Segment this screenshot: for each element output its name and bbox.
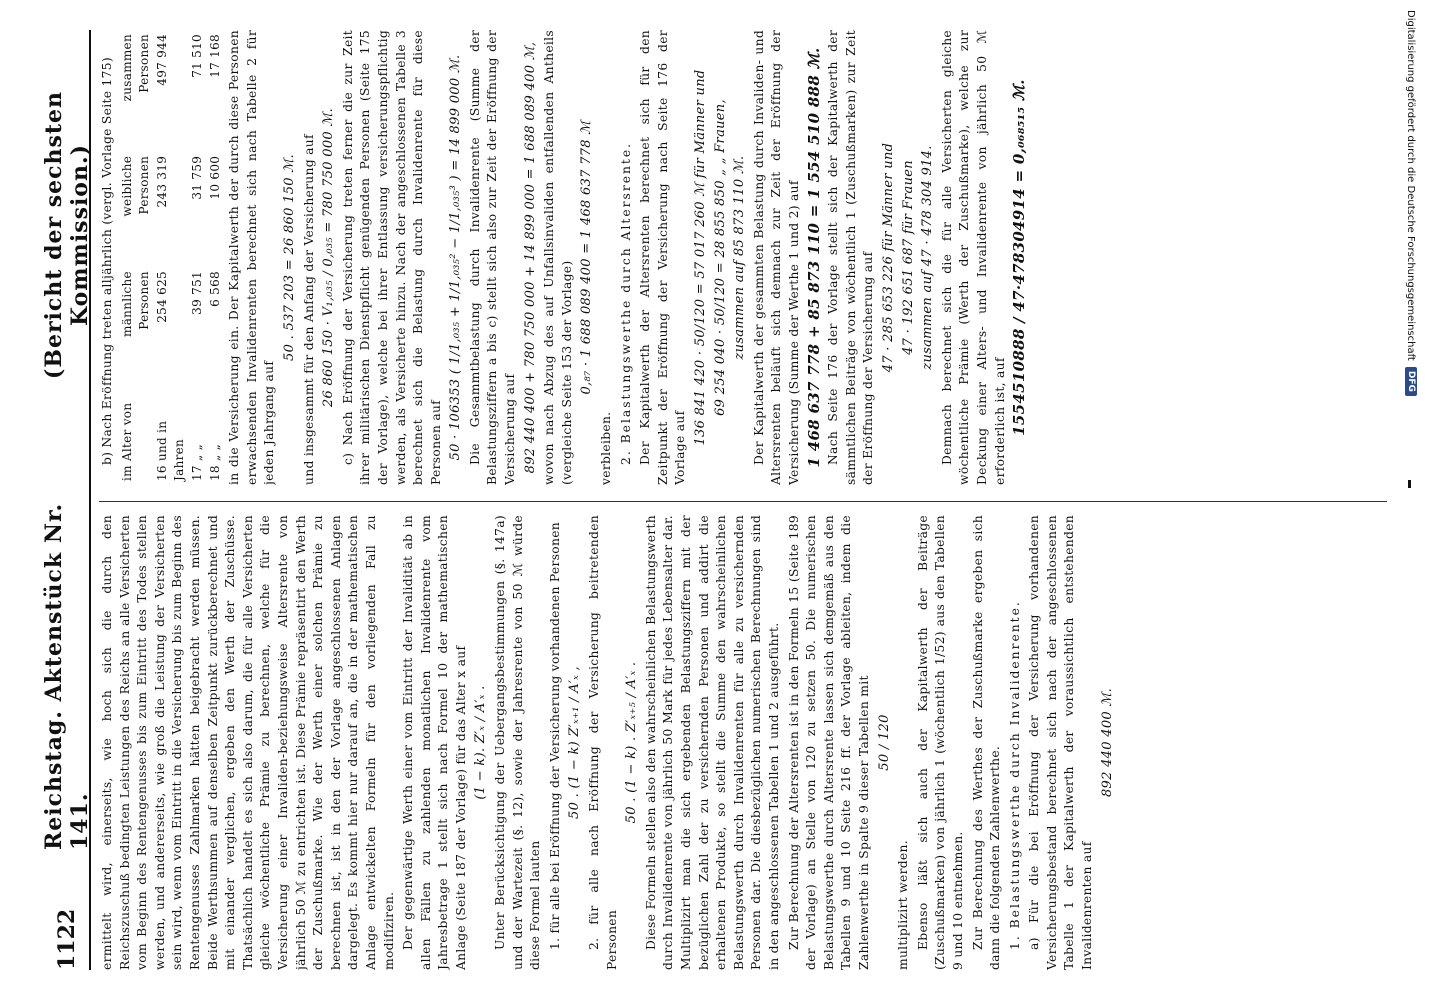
- table-cell: 31 759: [189, 155, 204, 200]
- paragraph: Die Gesammtbelastung durch Invalidenrente (Summe der Belastungsziffern a bis c) stellt sich also zur Zeit der Eröffnung der Versicherung auf: [467, 30, 518, 485]
- paragraph: Nach Seite 176 der Vorlage stellt sich der Kapitalwerth der sämmtlichen Beiträge von wöchentlich 1 (Zuschußmarken) zur Zeit der Eröffnung der Versicherung auf: [826, 30, 876, 485]
- paragraph: b) Nach Eröffnung treten alljährlich (vergl. Vorlage Seite 175): [100, 57, 114, 465]
- paragraph: 26 860 150 · V₁,₀₃₅ / 0,₀₃₅ = 780 750 000 ℳ.: [321, 107, 337, 408]
- paragraph: 69 254 040 · 50/120 = 28 855 850 „ „ Frauen,: [712, 99, 728, 416]
- paragraph: 892 440 400 ℳ.: [1099, 687, 1115, 798]
- paragraph: 47 · 192 651 687 für Frauen: [900, 160, 916, 355]
- paragraph: c) Nach Eröffnung der Versicherung treten ferner die zur Zeit ihrer militärischen Dienstpflicht genügenden Personen (Seite 175 der Vorlage), welche bei ihrer Entlassung versicherungspflichtig werden, als Versicherte hinzu. Nach der angeschlossenen Tabelle 3 berechnet sich die Belastung durch Invalidenrente für diese Personen auf: [340, 30, 443, 485]
- table-cell: 39 751: [189, 271, 204, 315]
- paragraph: Demnach berechnet sich die für alle Versicherten gleiche wöchentliche Prämie (Werth der Zuschußmarke), welche zur Deckung einer Alters- und Invalidenrente von jährlich 50 ℳ erforderlich ist, auf: [939, 30, 1007, 485]
- table-cell: 71 510: [189, 34, 204, 78]
- paragraph: verbleiben.: [599, 411, 614, 485]
- paragraph: 1. für alle bei Eröffnung der Versicherung vorhandenen Personen: [547, 521, 562, 950]
- digitization-credit: [1404, 10, 1418, 990]
- paragraph: Unter Berücksichtigung der Uebergangsbestimmungen (§. 147a) und der Wartezeit (§. 12), sowie der Jahresrente von 50 ℳ würde diese Formel lauten: [493, 515, 543, 970]
- table-row: [154, 30, 189, 485]
- paragraph: (1 − k). Z′ₓ / A′ₓ .: [473, 685, 489, 800]
- paragraph: Der Kapitalwerth der Altersrenten berechnet sich für den Zeitpunkt der Eröffnung der Versicherung nach Seite 176 der Vorlage auf: [638, 30, 688, 485]
- table-cell: 17 168: [207, 34, 222, 78]
- paragraph: und insgesammt für den Anfang der Versicherung auf: [301, 134, 316, 485]
- table-header-cell: männliche Personen: [119, 271, 152, 337]
- table-cell: 6 568: [207, 271, 222, 307]
- paragraph: 50 . 537 203 = 26 860 150 ℳ.: [281, 154, 297, 361]
- dfg-logo-icon: DFG: [1405, 367, 1417, 396]
- paragraph: zusammen auf 47 · 478 304 914.: [920, 145, 936, 370]
- paragraph: Zur Berechnung des Werthes der Zuschußmarke ergeben sich dann die folgenden Zahlenwerthe.: [970, 515, 1003, 970]
- paragraph: multiplizirt werden.: [896, 840, 911, 970]
- age-table: [119, 30, 225, 485]
- table-header-cell: im Alter von: [119, 402, 134, 481]
- credit-text: Digitalisierung gefördert durch die Deutsche Forschungsgemeinschaft: [1405, 10, 1417, 361]
- paragraph: 0,₈₇ · 1 688 089 400 = 1 468 637 778 ℳ: [579, 120, 595, 395]
- paragraph: ermittelt wird, einerseits, wie hoch sich die durch den Reichszuschuß bedingten Leistungen des Reichs an alle Versicherten vom Beginn des Rentengenusses bis zum Eintritt des Todes stellen werden, und andererseits, wie groß die Leistung der Versicherten sein wird, wenn vom Eintritt in die Versicherung bis zum Beginn des Rentengenusses Zahlmarken hätten beigebracht werden müssen. Beide Werthsummen auf denselben Zeitpunkt zurückberechnet und mit einander verglichen, ergeben den Werth der Zuschüsse. Thatsächlich handelt es sich also darum, die für alle Versicherten gleiche wöchentliche Prämie zu berechnen, welche für die Versicherung einer Invaliden-beziehungsweise Altersrente von jährlich 50 ℳ zu entrichten ist. Diese Prämie repräsentirt den Werth der Zuschußmarke. Wie der Werth einer solchen Prämie zu berechnen ist, ist in den der Vorlage angeschlossenen Anlagen dargelegt. Es kommt hier nur darauf an, die in der mathematischen Anlage entwickelten Formeln für den vorliegenden Fall zu modifiziren.: [100, 515, 396, 970]
- paragraph: zusammen auf 85 873 110 ℳ.: [732, 155, 748, 360]
- paragraph: Ebenso läßt sich auch der Kapitalwerth der Beiträge (Zuschußmarken) von jährlich 1 (wöchentlich 1/52) aus den Tabellen 9 und 10 entnehmen.: [915, 515, 965, 970]
- paragraph: 2. für alle nach Eröffnung der Versicherung beitretenden Personen: [587, 515, 619, 970]
- table-cell: 17 „ „: [189, 443, 204, 481]
- paragraph: a) Für die bei Eröffnung der Versicherung vorhandenen Versicherungsbestand berechnet sich nach der angeschlossenen Tabelle 1 der Kapitalwerth der voraussichtlich entstehenden Invalidenrenten auf: [1027, 515, 1095, 970]
- paragraph: 892 440 400 + 780 750 000 + 14 899 000 = 1 688 089 400 ℳ,: [522, 41, 538, 474]
- paragraph: 2. Belastungswerthe durch Altersrente.: [618, 141, 633, 465]
- table-header-cell: zusammen Personen: [119, 34, 152, 102]
- left-column: [99, 515, 1387, 970]
- paragraph: 47 · 285 653 226 für Männer und: [880, 142, 896, 373]
- table-cell: 497 944: [154, 34, 169, 86]
- paragraph: 1554510888 / 47·478304914 = 0,₀₆₈₅₁₅ ℳ.: [1010, 79, 1029, 436]
- right-column: [99, 30, 1387, 485]
- paragraph: in die Versicherung ein. Der Kapitalwerth der durch diese Personen erwachsenden Invalidenrenten berechnet sich nach Tabelle 2 für jeden Jahrgang auf: [227, 30, 277, 485]
- table-row: [189, 30, 207, 485]
- paragraph: Zur Berechnung der Altersrenten ist in den Formeln 15 (Seite 189 der Vorlage) an Stelle von 120 zu setzen 50. Die numerischen Belastungswerthe durch Altersrente lassen sich demgemäß aus den Tabellen 9 und 10 Seite 216 ff. der Vorlage ableiten, indem die Zahlenwerthe in Spalte 9 dieser Tabellen mit: [786, 515, 871, 970]
- paragraph: 1 468 637 778 + 85 873 110 = 1 554 510 888 ℳ.: [804, 47, 823, 468]
- paragraph: Der Kapitalwerth der gesammten Belastung durch Invaliden- und Altersrenten beläuft sich demnach zur Zeit der Eröffnung der Versicherung (Summe der Werthe 1 und 2) auf: [751, 30, 801, 485]
- document-page: [31, 20, 1401, 980]
- crop-mark: [1408, 480, 1411, 488]
- paragraph: Der gegenwärtige Werth einer vom Eintritt der Invalidität ab in allen Fällen zu zahlenden monatlichen Invalidenrente vom Jahresbetrage 1 stellt sich nach Formel 10 der mathematischen Anlage (Seite 187 der Vorlage) für das Alter x auf: [401, 515, 468, 970]
- column-separator: [99, 501, 1387, 502]
- table-header-cell: weibliche Personen: [119, 155, 152, 217]
- paragraph: Diese Formeln stellen also den wahrscheinlichen Belastungswerth durch Invalidenrente von jährlich 50 Mark für jedes Lebensalter dar. Multiplizirt man die sich ergebenden Belastungsziffern mit der bezüglichen Zahl der zu versichernden Personen und addirt die erhaltenen Produkte, so stellt die Summe den wahrscheinlichen Belastungswerth durch Invalidenrenten für alle zu versichernden Personen dar. Die diesbezüglichen numerischen Berechnungen sind in den angeschlossenen Tabellen 1 und 2 ausgeführt.: [643, 515, 781, 970]
- paragraph: wovon nach Abzug des auf Unfallsinvaliden entfallenden Antheils (vergleiche Seite 153 der Vorlage): [542, 30, 574, 485]
- table-cell: 10 600: [207, 155, 222, 200]
- paragraph: 50 . (1 − k) Z′ₓ₊₁ / A′ₓ ,: [567, 666, 583, 819]
- paragraph: 1. Belastungswerthe durch Invalidenrente.: [1007, 600, 1022, 950]
- header-right-title: (Bericht der sechsten Kommission.): [41, 90, 93, 380]
- table-row: [207, 30, 225, 485]
- page-header: [41, 30, 93, 970]
- table-cell: 254 625: [154, 271, 169, 323]
- paragraph: 50 . (1 − k) . Z′ₓ₊₅ / A′ₓ .: [624, 661, 640, 824]
- table-cell: 16 und in Jahren: [154, 420, 187, 481]
- paragraph: 50 / 120: [876, 714, 892, 771]
- table-cell: 18 „ „: [207, 443, 222, 481]
- paragraph: 136 841 420 · 50/120 = 57 017 260 ℳ für Männer und: [693, 69, 708, 446]
- page-number: 1122: [54, 908, 80, 970]
- paragraph: 50 · 106353 ( 1/1,₀₃₅ + 1/1,₀₃₅² − 1/1,₀₃₅³ ) = 14 899 000 ℳ.: [448, 54, 464, 461]
- header-rule: [89, 30, 91, 970]
- header-left-title: Reichstag. Aktenstück Nr. 141.: [41, 502, 93, 850]
- table-cell: 243 319: [154, 155, 169, 208]
